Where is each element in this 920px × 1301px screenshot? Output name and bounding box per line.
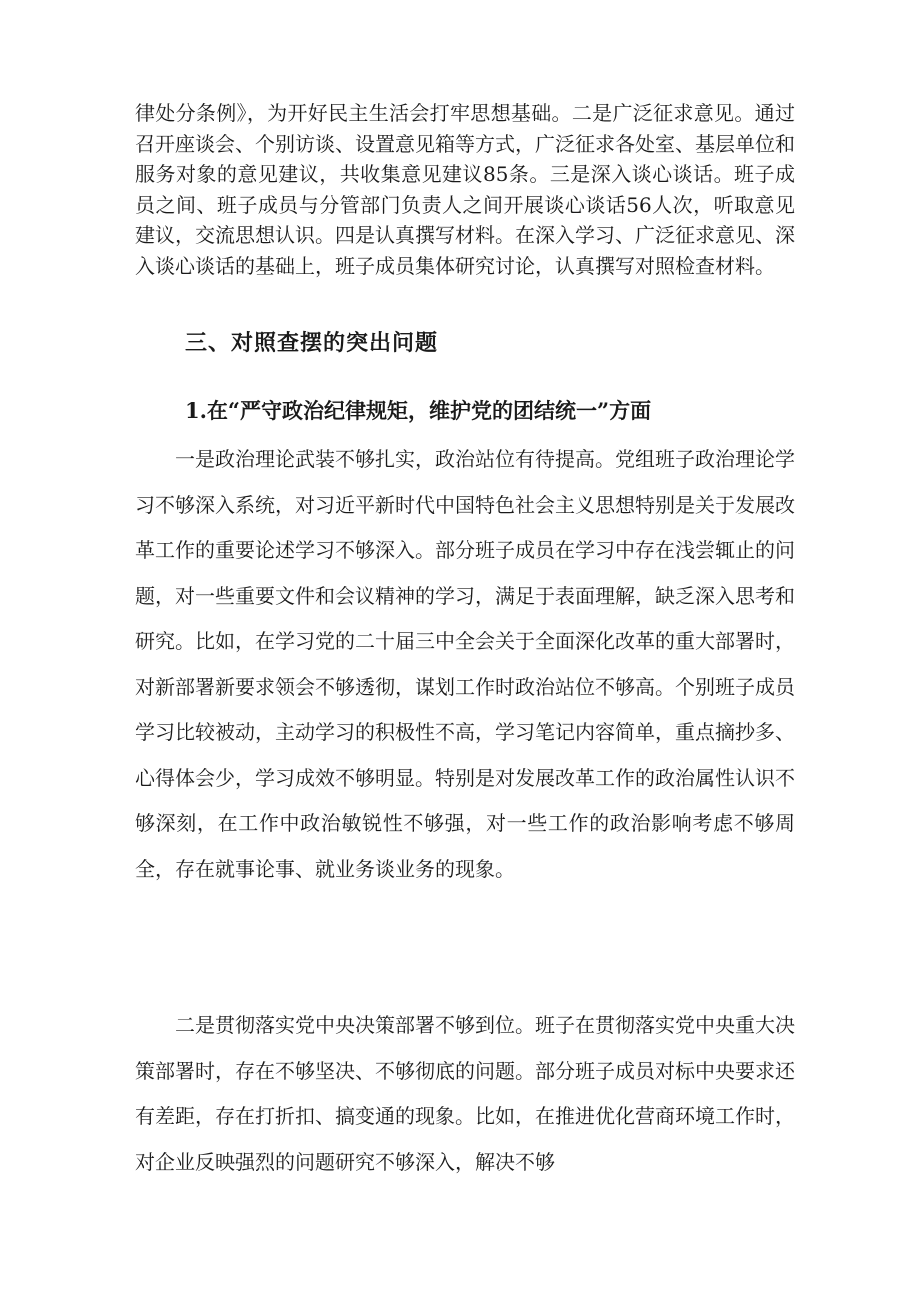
body-paragraph-1: 一是政治理论武装不够扎实，政治站位有待提高。党组班子政治理论学习不够深入系统，对习近平新时代中国特色社会主义思想特别是关于发展改革工作的重要论述学习不够深入。部分班子成员在学习中存在浅尝辄止的问题，对一些重要文件和会议精神的学习，满足于表面理解，缺乏深入思考和研究。比如，在学习党的二十届三中全会关于全面深化改革的重大部署时，对新部署新要求领会不够透彻，谋划工作时政治站位不够高。个别班子成员学习比较被动，主动学习的积极性不高，学习笔记内容简单，重点摘抄多、心得体会少，学习成效不够明显。特别是对发展改革工作的政治属性认识不够深刻，在工作中政治敏锐性不够强，对一些工作的政治影响考虑不够周全，存在就事论事、就业务谈业务的现象。 (135, 447, 795, 881)
section-heading: 三、对照查摆的突出问题 (185, 330, 439, 356)
intro-paragraph: 律处分条例》，为开好民主生活会打牢思想基础。二是广泛征求意见。通过召开座谈会、个别访谈、设置意见箱等方式，广泛征求各处室、基层单位和服务对象的意见建议，共收集意见建议85条。三是深入谈心谈话。班子成员之间、班子成员与分管部门负责人之间开展谈心谈话56人次，听取意见建议，交流思想认识。四是认真撰写材料。在深入学习、广泛征求意见、深入谈心谈话的基础上，班子成员集体研究讨论，认真撰写对照检查材料。 (135, 101, 795, 278)
body-paragraph-2: 二是贯彻落实党中央决策部署不够到位。班子在贯彻落实党中央重大决策部署时，存在不够坚决、不够彻底的问题。部分班子成员对标中央要求还有差距，存在打折扣、搞变通的现象。比如，在推进优化营商环境工作时，对企业反映强烈的问题研究不够深入，解决不够 (135, 1013, 795, 1174)
subsection-heading: 1.在“严守政治纪律规矩，维护党的团结统一”方面 (185, 398, 652, 423)
